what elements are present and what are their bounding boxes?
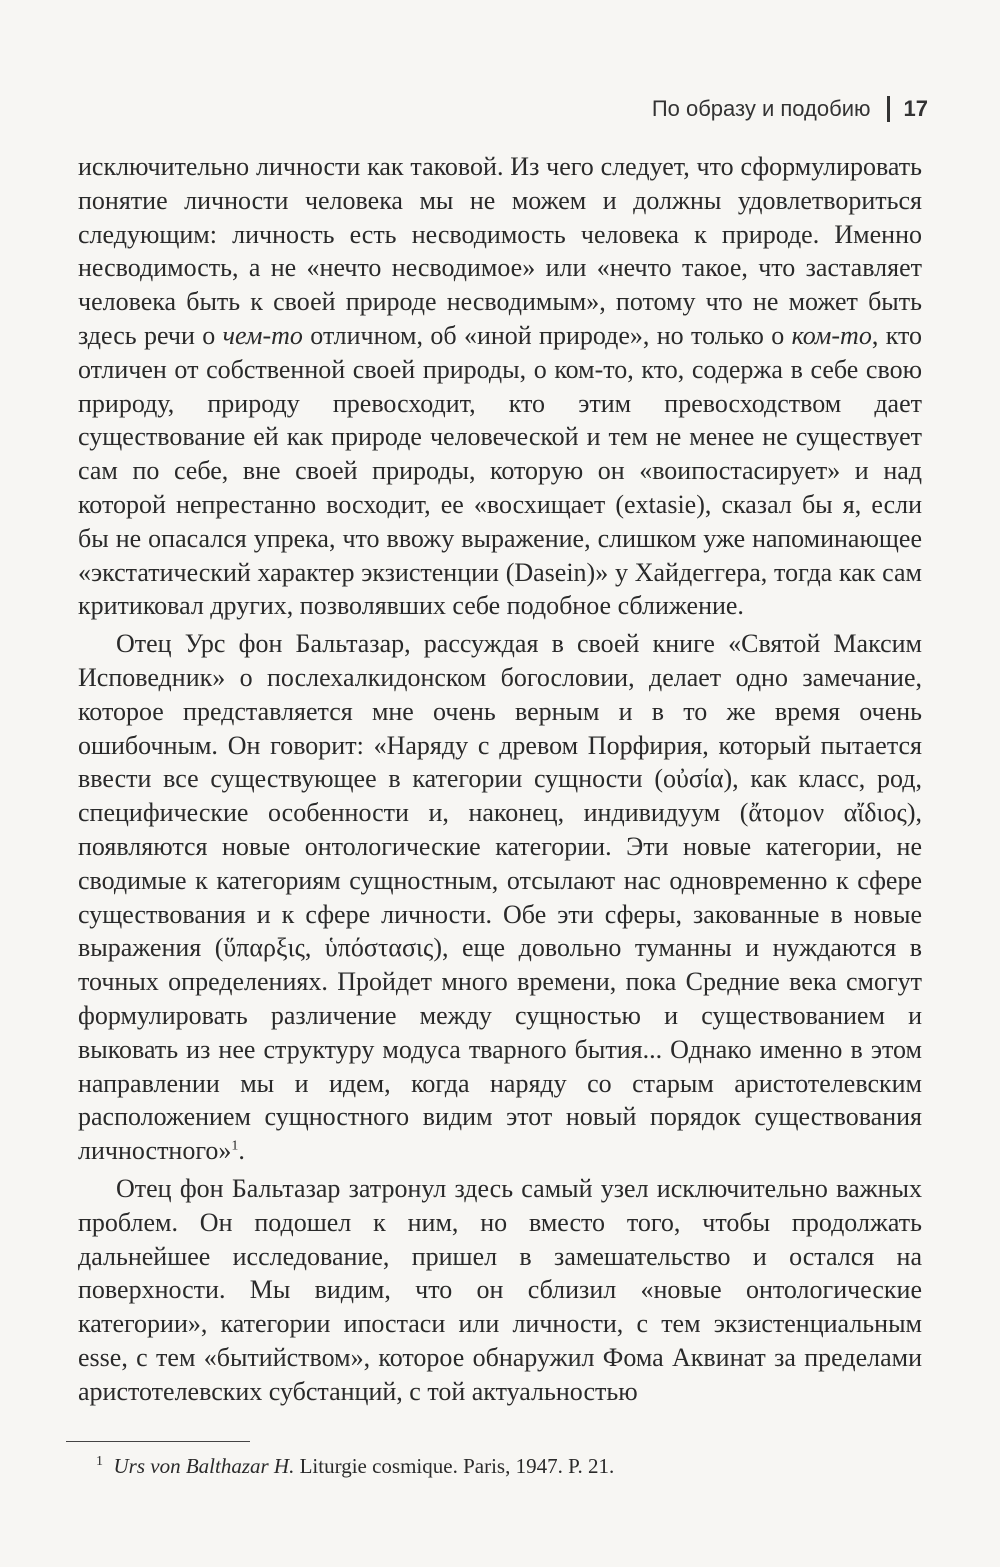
text-run: . (238, 1136, 245, 1166)
text-run: , кто отличен от собственной своей природы, о ком-то, кто, содержа в себе свою природу, природу превосходит, кто этим превосходством дает существование ей как природе человеческой и тем не менее не существует сам по себе, вне своей природы, которую он «воипостасирует» и над которой непрестанно восходит, ее «восхищает (extasie), сказал бы я, если бы не опасался упрека, что ввожу выражение, слишком уже напоминающее «экстатический характер экзистенции (Dasein)» у Хайдеггера, тогда как сам критиковал других, позволявших себе подобное сближение. (78, 320, 923, 621)
footnote-text: Liturgie cosmique. Paris, 1947. P. 21. (294, 1454, 615, 1478)
italic-text: ком-то (791, 320, 872, 350)
paragraph-2 (78, 627, 922, 1168)
body-text (78, 150, 922, 1408)
running-head (652, 96, 928, 122)
paragraph-3: Отец фон Бальтазар затронул здесь самый узел исключительно важных проблем. Он подошел к ним, но вместо того, чтобы продолжать дальнейшее исследование, пришел в замешательство и остался на поверхности. Мы видим, что он сблизил «новые онтологические категории», категории ипостаси или личности, с тем экзистенциальным esse, с тем «бытийством», которое обнаружил Фома Аквинат за пределами аристотелевских субстанций, с той актуальностью (78, 1173, 922, 1406)
footnote-number: 1 (96, 1454, 103, 1469)
text-run: исключительно личности как таковой. Из чего следует, что сформулировать понятие личности человека мы не можем и должны удовлетвориться следующим: личность есть несводимость человека к природе. Именно несводимость, а не «нечто несводимое» или «нечто такое, что заставляет человека быть к своей природе несводимым», потому что не может быть здесь речи о (78, 152, 922, 350)
footnote-divider (66, 1441, 250, 1442)
chapter-title: По образу и подобию (651, 96, 871, 121)
header-separator (887, 96, 890, 122)
text-run: отличном, об «иной природе», но только о (302, 320, 792, 350)
footnote-ref[interactable]: 1 (231, 1138, 239, 1154)
page-number: 17 (903, 96, 928, 121)
italic-text: чем-то (222, 320, 303, 350)
text-run: Отец Урс фон Бальтазар, рассуждая в своей книге «Святой Максим Исповедник» о послехалкидонском богословии, делает одно замечание, которое представляется мне очень верным и в то же время очень ошибочным. Он говорит: «Наряду с древом Порфирия, который пытается ввести все существующее в категории сущности (οὐσία), как класс, род, специфические особенности и, наконец, индивидуум (ἄτομον αἴδιος), появляются новые онтологические категории. Эти новые категории, не сводимые к категориям сущностным, отсылают нас одновременно к сфере существования и к сфере личности. Обе эти сферы, закованные в новые выражения (ὕπαρξις, ὑπόστασις), еще довольно туманны и нуждаются в точных определениях. Пройдет много времени, пока Средние века смогут формулировать различение между сущностью и существованием и выковать из нее структуру модуса тварного бытия... Однако именно в этом направлении мы и идем, когда наряду со старым аристотелевским расположением сущностного видим этот новый порядок существования личностного» (78, 629, 922, 1166)
paragraph-1 (78, 150, 922, 623)
footnote-author: Urs von Balthazar H. (113, 1454, 295, 1478)
footnote (96, 1452, 936, 1480)
